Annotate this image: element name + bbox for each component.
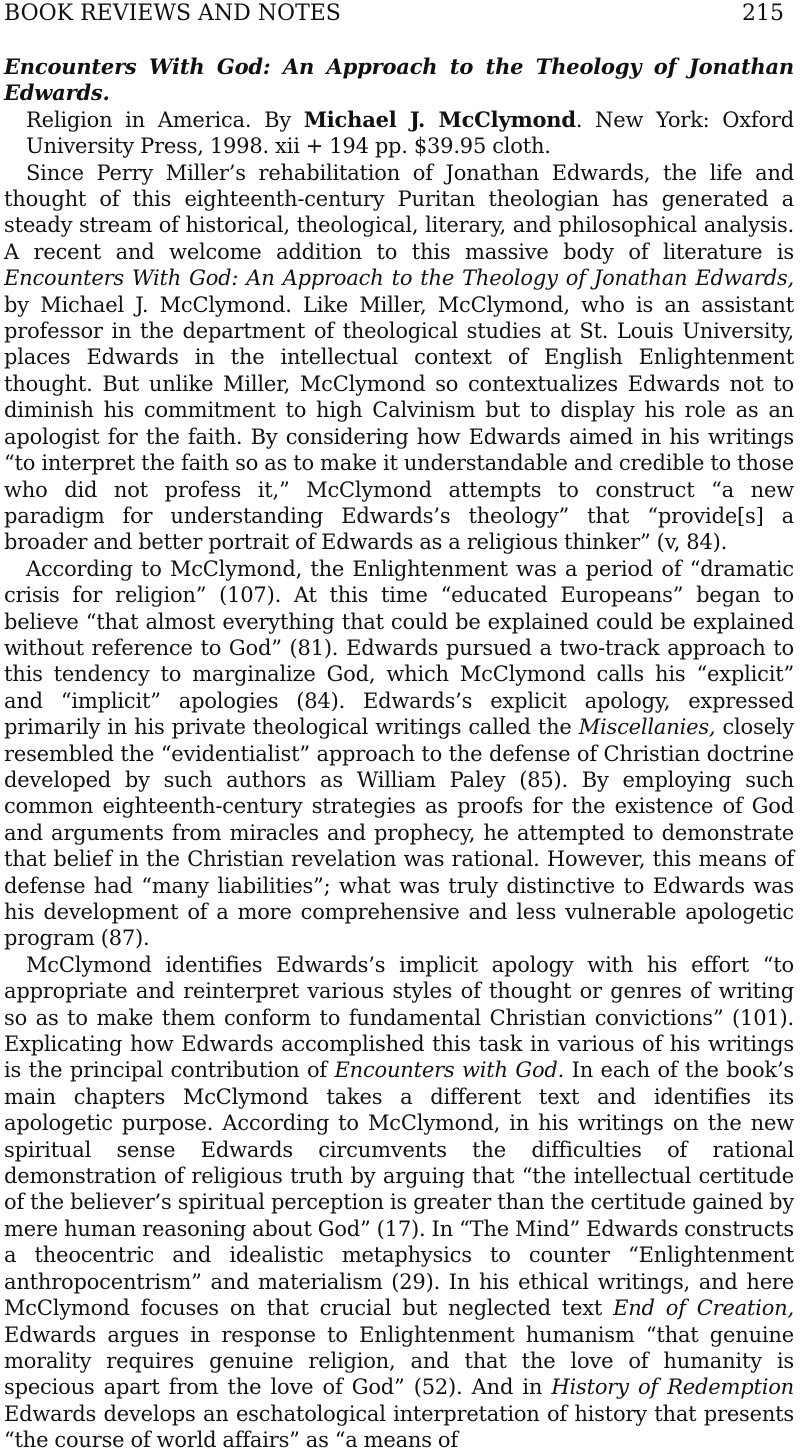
review-content — [4, 54, 794, 1454]
paragraph-1-text-c: by Michael J. McClymond. Like Miller, McClymond, who is an assistant professor in the department of theological studies at St. Louis University, places Edwards in the intellectual context of English Enlightenment thought. But unlike Miller, McClymond so contextualizes Edwards not to diminish his commitment to high Calvinism but to display his role as an apologist for the faith. By considering how Edwards aimed in his writings “to interpret the faith so as to make it understandable and credible to those who did not profess it,” McClymond attempts to construct “a new paradigm for understanding Edwards’s theology” that “provide[s] a broader and better portrait of Edwards as a religious thinker” (v, 84). — [4, 292, 794, 555]
paragraph-2-text-c: closely resembled the “evidentialist” approach to the defense of Christian doctrine developed by such authors as William Paley (85). By employing such common eighteenth-century strategies as proofs for the existence of God and arguments from miracles and prophecy, he attempted to demonstrate that belief in the Christian revelation was rational. However, this means of defense had “many liabilities”; what was truly distinctive to Edwards was his development of a more comprehensive and less vulnerable apologetic program (87). — [4, 715, 794, 951]
paragraph-3 — [4, 952, 794, 1454]
running-title: BOOK REVIEWS AND NOTES — [4, 1, 341, 26]
running-head — [4, 0, 796, 28]
book-title: Encounters With God: An Approach to the Theology of Jonathan Edwards. — [4, 54, 794, 106]
paragraph-3-text-e: Edwards argues in response to Enlightenment humanism “that genuine morality requires genuine religion, and that the love of humanity is specious apart from the love of God” (52). And in — [4, 1322, 794, 1400]
book-series: Religion in America. By — [26, 107, 304, 132]
book-details — [4, 107, 794, 160]
paragraph-2-italic-title: Miscellanies, — [578, 715, 716, 740]
paragraph-3-text-g: Edwards develops an eschatological interpretation of history that presents “the course of world affairs” as “a means of — [4, 1401, 794, 1453]
book-publication: . New York: Oxford University Press, 1998. xii + 194 pp. $39.95 cloth. — [26, 107, 794, 159]
paragraph-1 — [4, 160, 794, 556]
paragraph-3-text-a: McClymond identifies Edwards’s implicit apology with his effort “to appropriate and reinterpret various styles of thought or genres of writing so as to make them conform to fundamental Christian convictions” (101). Explicating how Edwards accomplished this task in various of his writings is the principal contribution of — [4, 952, 794, 1083]
paragraph-1-italic-title: Encounters With God: An Approach to the Theology of Jonathan Edwards, — [4, 266, 794, 291]
paragraph-2 — [4, 556, 794, 952]
book-author: Michael J. McClymond — [303, 106, 576, 132]
paragraph-1-text-a: Since Perry Miller’s rehabilitation of Jonathan Edwards, the life and thought of this eighteenth-century Puritan theologian has generated a steady stream of historical, theological, literary, and philosophical analysis. A recent and welcome addition to this massive body of literature is — [4, 160, 794, 264]
paragraph-3-italic-title-1: Encounters with God. — [334, 1058, 565, 1083]
paragraph-3-italic-title-2: End of Creation, — [613, 1296, 794, 1321]
paragraph-3-italic-title-3: History of Redemption — [551, 1375, 794, 1400]
paragraph-2-text-a: According to McClymond, the Enlightenment was a period of “dramatic crisis for religion” (107). At this time “educated Europeans” began to believe “that almost everything that could be explained could be explained without reference to God” (81). Edwards pursued a two-track approach to this tendency to marginalize God, which McClymond calls his “explicit” and “implicit” apologies (84). Edwards’s explicit apology, expressed primarily in his private theological writings called the — [4, 556, 794, 740]
page-number: 215 — [742, 1, 784, 26]
paragraph-3-text-c: In each of the book’s main chapters McClymond takes a different text and identifies its apologetic purpose. According to McClymond, in his writings on the new spiritual sense Edwards circumvents the difficulties of rational demonstration of religious truth by arguing that “the intellectual certitude of the believer’s spiritual perception is greater than the certitude gained by mere human reasoning about God” (17). In “The Mind” Edwards constructs a theocentric and idealistic metaphysics to counter “Enlightenment anthropocentrism” and materialism (29). In his ethical writings, and here McClymond focuses on that crucial but neglected text — [4, 1058, 794, 1321]
